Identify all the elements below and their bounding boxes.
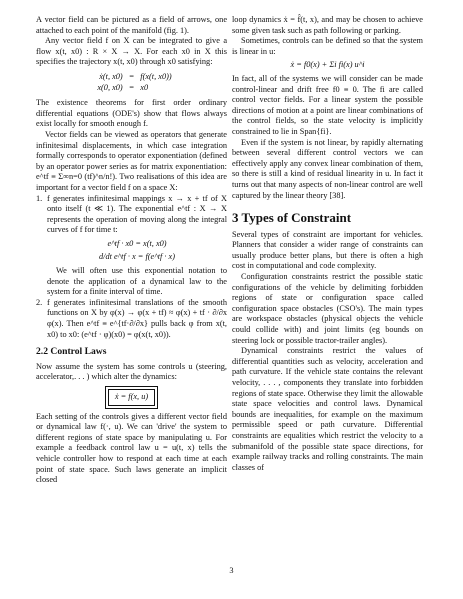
list-item <box>36 194 227 298</box>
equation-sign: = <box>128 82 135 92</box>
equation-lhs: x(0, x0) <box>97 82 123 92</box>
equation-lhs: ẋ(t, x0) <box>99 71 123 81</box>
equation: ẋ = f0(x) + Σi fi(x) u^i <box>290 60 365 70</box>
paragraph: Any vector field f on X can be integrated to give a flow x(t, x0) : R × X → X. For each x0 in X this specifies the trajectory x(t, x0) through x0 satisfying: <box>36 36 227 67</box>
boxed-equation-wrapper <box>36 389 227 406</box>
list-number: 2. <box>36 297 43 307</box>
paragraph: loop dynamics ẋ = f̂(t, x), and may be chosen to achieve some given task such as path following or parking. <box>232 15 423 35</box>
equation-sign: = <box>128 71 135 81</box>
list-text: f generates infinitesimal translations of the smooth functions on X by φ(x) → φ(x + tf) ≈ φ(x) + tf · ∂/∂x φ(x). Then e^tf ≡ e^{tf·∂/∂x} pulls back φ from x(t, x0) to x0: (e^tf · φ)(x0) = φ(x(t, x0)). <box>47 297 227 339</box>
paragraph: The existence theorems for first order ordinary differential equations (ODE's) show that flows always exist locally for smooth enough f. <box>36 98 227 129</box>
paragraph: Each setting of the controls gives a different vector field or dynamical law f(·, u). We can 'drive' the system to different regions of state space by manipulating u. For example a feedback control law u = u(t, x) tells the vehicle controller how to respond at each time at each point of state space. Such laws generate an implicit closed <box>36 411 227 485</box>
paragraph: Now assume the system has some controls u (steering, accelerator,. . . ) which alter the dynamics: <box>36 361 227 382</box>
equation: e^tf · x0 = x(t, x0) <box>107 238 167 248</box>
right-column <box>232 15 423 473</box>
page-number: 3 <box>229 566 234 575</box>
equation-rhs: f(x(t, x0)) <box>140 71 172 81</box>
paragraph: A vector field can be pictured as a field of arrows, one attached to each point of the manifold (fig. 1). <box>36 15 227 35</box>
left-column <box>36 15 227 486</box>
paragraph: In fact, all of the systems we will consider can be made control-linear and drift free f0 ≡ 0. The fi are called control vector fields. For a linear system the possible directions of motion at a point are linear combinations of the control fields, so the state velocity is implicitly constrained to lie in Span{fi}. <box>232 73 423 136</box>
section-heading: 3 Types of Constraint <box>232 210 352 226</box>
paragraph: We will often use this exponential notation to denote the application of a dynamical law to the system for a finite interval of time. <box>47 266 227 297</box>
paragraph: Several types of constraint are important for vehicles. Planners that consider a wider range of constraints can usually produce better plans, but there is often a high cost in computational and code complexity. <box>232 229 423 271</box>
paragraph: Even if the system is not linear, by rapidly alternating between several different control vectors we can effectively apply any convex linear combination of them, so there is still a kind of residual linearity in u. In fact it turns out that many aspects of non-linear control are well captured by the linear theory [38]. <box>232 137 423 200</box>
list-item <box>36 298 227 340</box>
boxed-equation: ẋ = f(x, u) <box>108 389 155 406</box>
list-number: 1. <box>36 193 43 203</box>
paragraph: Dynamical constraints restrict the values of differential quantities such as velocity, acceleration and path curvature. If the vehicle state contains the relevant velocity, . . . , components they translate into forbidden regions of state space. Otherwise they limit the allowable state space velocities and control laws. Dynamical bounds are inequalities, for example on the maximum permissible speed or path curvature. Differential constraints are equalities which restrict the velocity to a submanifold of the possible state space directions, for example railway tracks and rolling constraints. The main classes of <box>232 346 423 472</box>
equation-rhs: x0 <box>140 82 149 92</box>
list-text: f generates infinitesimal mappings x → x + tf of X onto itself (t ≪ 1). The exponential e^tf : X → X represents the operation of moving along the integral curves of f for time t: <box>47 193 227 235</box>
paragraph: Vector fields can be viewed as operators that generate infinitesimal displacements, in which case integration formally corresponds to operator exponentiation (defined by an operator power series as for matrix exponentiation: e^tf ≡ Σ∞n=0 (tf)^n/n!). Two realisations of this idea are important for a vector field f on a space X: <box>36 129 227 192</box>
equation: d/dt e^tf · x = f(e^tf · x) <box>99 252 175 262</box>
paragraph: Sometimes, controls can be defined so that the system is linear in u: <box>232 36 423 56</box>
paragraph: Configuration constraints restrict the possible static configurations of the vehicle by delimiting forbidden regions of state or configuration space called configuration space obstacles (CSO's). The main types are workspace obstacles (physical objects the vehicle could collide with) and joint limits (eg bounds on steering lock or possible tractor-trailer angles). <box>232 272 423 345</box>
section-heading: 2.2 Control Laws <box>36 346 107 358</box>
equation-array <box>36 72 227 93</box>
